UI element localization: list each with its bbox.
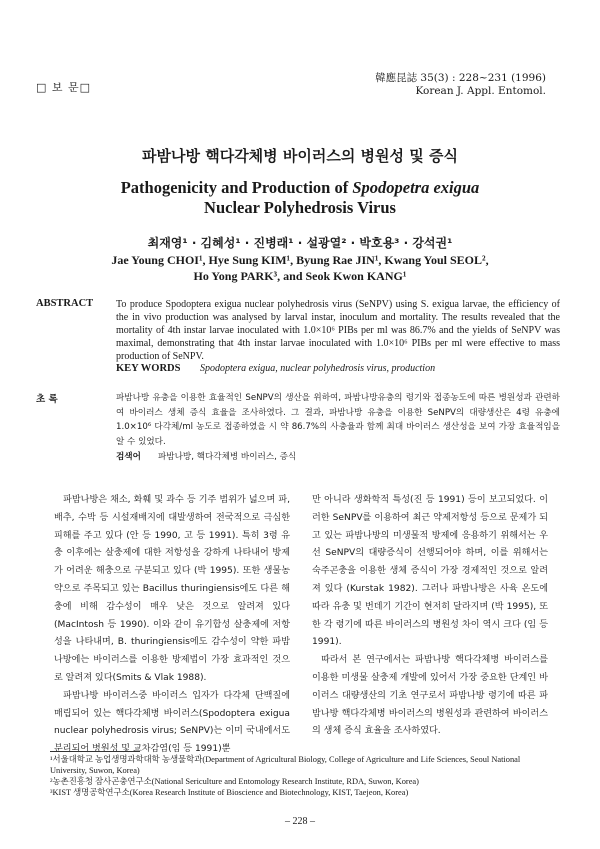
title-english-line-2: Nuclear Polyhedrosis Virus xyxy=(204,198,396,217)
title-korean: 파밤나방 핵다각체병 바이러스의 병원성 및 증식 xyxy=(142,147,458,165)
authors-english-line-2: Ho Yong PARK³, and Seok Kwon KANG¹ xyxy=(193,269,407,283)
footnote-divider xyxy=(50,751,140,752)
korean-abstract-label: 초 록 xyxy=(36,394,58,405)
journal-citation xyxy=(286,72,546,98)
keywords-label: KEY WORDS xyxy=(116,363,181,374)
body-paragraph: 파밤나방은 채소, 화훼 및 과수 등 기주 범위가 넓으며 파, 배추, 수박 등 시설재배지에 대발생하여 전국적으로 극심한 피해를 주고 있다 (안 등 1990, 고 등 1991). 특히 3령 유충 이후에는 살충제에 대한 저항성을 강하게 나타내어 방제가 어려운 해충으로 구분되고 있다 (박 1995). 또한 생물농약으로 주목되고 있는 Bacillus thuringiensis에도 다른 해충에 비해 감수성이 매우 낮은 것으로 알려져 있다 (MacIntosh 등 1990). 이와 같이 유기합성 살충제에 저항성을 나타내며, B. thuringiensis에도 감수성이 약한 파밤나방에는 바이러스를 이용한 방제법이 가장 효과적인 것으로 알려져 있다(Smits & Vlak 1988). xyxy=(54,495,290,683)
body-paragraph: 파밤나방 바이러스중 바이러스 입자가 다각체 단백질에 매립되어 있는 핵다각체병 바이러스(Spodoptera exigua nuclear polyhedrosis virus; SeNPV)는 이미 국내에서도 분리되어 병원성 및 교차감염(임 등 1991)뿐 xyxy=(54,690,290,755)
keywords-text: Spodoptera exigua, nuclear polyhedrosis virus, production xyxy=(200,363,436,374)
abstract-label: ABSTRACT xyxy=(36,298,94,309)
footnote-3: ³KIST 생명공학연구소(Korea Research Institute of Bioscience and Biotechnology, KIST, Taejeon, Korea) xyxy=(50,788,409,797)
body-paragraph: 만 아니라 생화학적 특성(진 등 1991) 등이 보고되었다. 이러한 SeNPV를 이용하여 최근 약제저항성 등으로 문제가 되고 있는 파밤나방의 미생물적 방제에 응용하기 위해서는 우선 SeNPV의 대량증식이 선행되어야 하며, 이를 위해서는 숙주곤충을 이용한 생체 증식이 가장 경제적인 것으로 알려져 있다 (Kurstak 1982). 그러나 파밤나방은 사육 온도에 따라 유충 및 번데기 기간이 현저히 달라지며 (박 1995), 또한 각 령기에 따른 바이러스의 병원성 차이 역시 크다 (임 등 1991). xyxy=(312,495,548,648)
authors-korean: 최재영¹ · 김혜성¹ · 진병래¹ · 설광열² · 박호용³ · 강석권¹ xyxy=(147,236,453,250)
page-number: – 228 – xyxy=(285,816,315,827)
footnote-1: ¹서울대학교 농업생명과학대학 농생물학과(Department of Agricultural Biology, College of Agriculture and Life Sciences, Seoul National University, Suwon, Korea) xyxy=(50,755,521,775)
authors-english-line-1: Jae Young CHOI¹, Hye Sung KIM¹, Byung Rae JIN¹, Kwang Youl SEOL², xyxy=(111,253,489,267)
title-english-part1: Pathogenicity and Production of xyxy=(120,178,353,197)
journal-line-2: Korean J. Appl. Entomol. xyxy=(415,85,546,97)
title-english xyxy=(0,178,600,218)
body-paragraph: 따라서 본 연구에서는 파밤나방 핵다각체병 바이러스를 이용한 미생물 살충제 개발에 있어서 가장 중요한 단계인 바이러스 대량생산의 기초 연구로서 파밤나방 령기에 따른 파밤나방 핵다각체병 바이러스의 병원성과 관련하여 바이러스의 생체 증식 효율을 조사하였다. xyxy=(312,655,548,737)
footnotes xyxy=(50,754,550,798)
abstract-text: To produce Spodoptera exigua nuclear polyhedrosis virus (SeNPV) using S. exigua larvae, the efficiency of the in vivo production was analysed by larval instar, inoculum and mortality. The results revealed that the mortality of 4th instar larvae inoculated with 1.0×10⁶ PIBs per ml was 86.7% and the yields of SeNPV was maximal, demonstrating that 4th instar larvae inoculated with 1.0×10⁶ PIBs per ml were effective to mass production of SeNPV. xyxy=(116,299,560,362)
title-english-species: Spodopetra exigua xyxy=(352,178,480,197)
footnote-2: ²농촌진흥청 잠사곤충연구소(National Sericulture and Entomology Research Institute, RDA, Suwon, Korea) xyxy=(50,777,419,786)
korean-keywords-text: 파밤나방, 핵다각체병 바이러스, 증식 xyxy=(158,452,297,462)
body-column-right xyxy=(312,492,548,741)
body-column-left xyxy=(54,492,290,759)
article-type-label: □ 보 문□ xyxy=(36,81,92,94)
authors-english xyxy=(0,252,600,284)
korean-keywords-label: 검색어 xyxy=(116,452,141,462)
korean-abstract-text: 파밤나방 유충을 이용한 효율적인 SeNPV의 생산을 위하여, 파밤나방유충의 령기와 접종농도에 따른 병원성과 관련하여 바이러스 생체 증식 효율을 조사하였다. 그 결과, 파밤나방 유충을 이용한 SeNPV의 대량생산은 4령 유충에 1.0×10⁶ 다각체/ml 농도로 접종하였을 시 약 86.7%의 사충율과 함께 최대 바이러스 생산성을 보여 가장 효율적임을 알 수 있었다. xyxy=(116,393,560,447)
title-english-line-1 xyxy=(0,178,600,198)
journal-line-1: 韓應昆誌 35(3) : 228~231 (1996) xyxy=(375,72,546,84)
